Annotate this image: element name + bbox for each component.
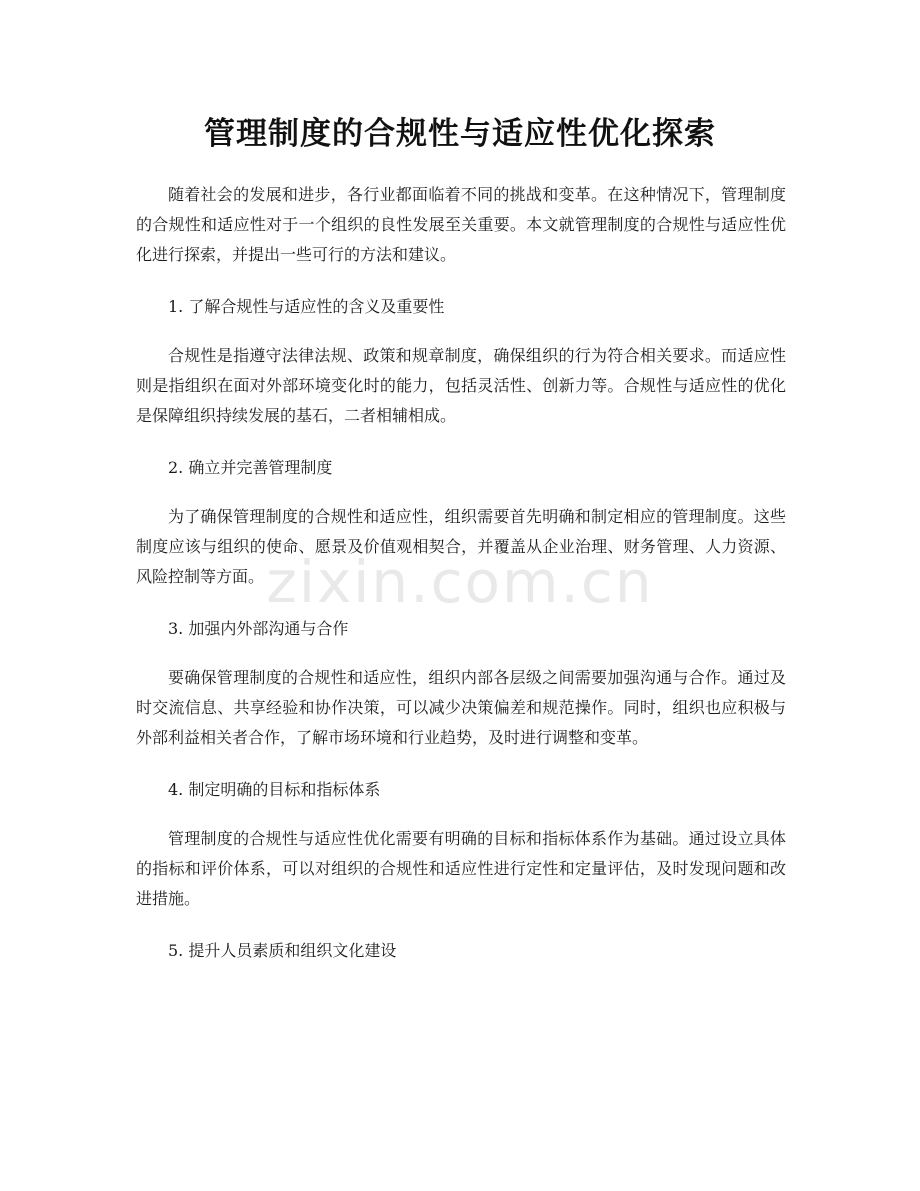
section-heading-5: 5. 提升人员素质和组织文化建设	[168, 941, 397, 960]
section-heading-4: 4. 制定明确的目标和指标体系	[168, 780, 381, 799]
section-body-2: 为了确保管理制度的合规性和适应性，组织需要首先明确和制定相应的管理制度。这些制度应该与组织的使命、愿景及价值观相契合，并覆盖从企业治理、财务管理、人力资源、风险控制等方面。	[136, 507, 786, 586]
section-heading-2: 2. 确立并完善管理制度	[168, 458, 333, 477]
section-heading-1: 1. 了解合规性与适应性的含义及重要性	[168, 297, 445, 316]
section-body-3: 要确保管理制度的合规性和适应性，组织内部各层级之间需要加强沟通与合作。通过及时交流信息、共享经验和协作决策，可以减少决策偏差和规范操作。同时，组织也应积极与外部利益相关者合作，了解市场环境和行业趋势，及时进行调整和变革。	[136, 668, 786, 747]
document-body	[136, 180, 786, 966]
section-body-1: 合规性是指遵守法律法规、政策和规章制度，确保组织的行为符合相关要求。而适应性则是指组织在面对外部环境变化时的能力，包括灵活性、创新力等。合规性与适应性的优化是保障组织持续发展的基石，二者相辅相成。	[136, 346, 786, 425]
section-heading-3: 3. 加强内外部沟通与合作	[168, 619, 349, 638]
intro-paragraph: 随着社会的发展和进步，各行业都面临着不同的挑战和变革。在这种情况下，管理制度的合规性和适应性对于一个组织的良性发展至关重要。本文就管理制度的合规性与适应性优化进行探索，并提出一些可行的方法和建议。	[136, 185, 786, 264]
section-body-4: 管理制度的合规性与适应性优化需要有明确的目标和指标体系作为基础。通过设立具体的指标和评价体系，可以对组织的合规性和适应性进行定性和定量评估，及时发现问题和改进措施。	[136, 829, 786, 908]
watermark-text: zixin.com.cn	[266, 548, 654, 616]
document-title: 管理制度的合规性与适应性优化探索	[204, 116, 716, 152]
